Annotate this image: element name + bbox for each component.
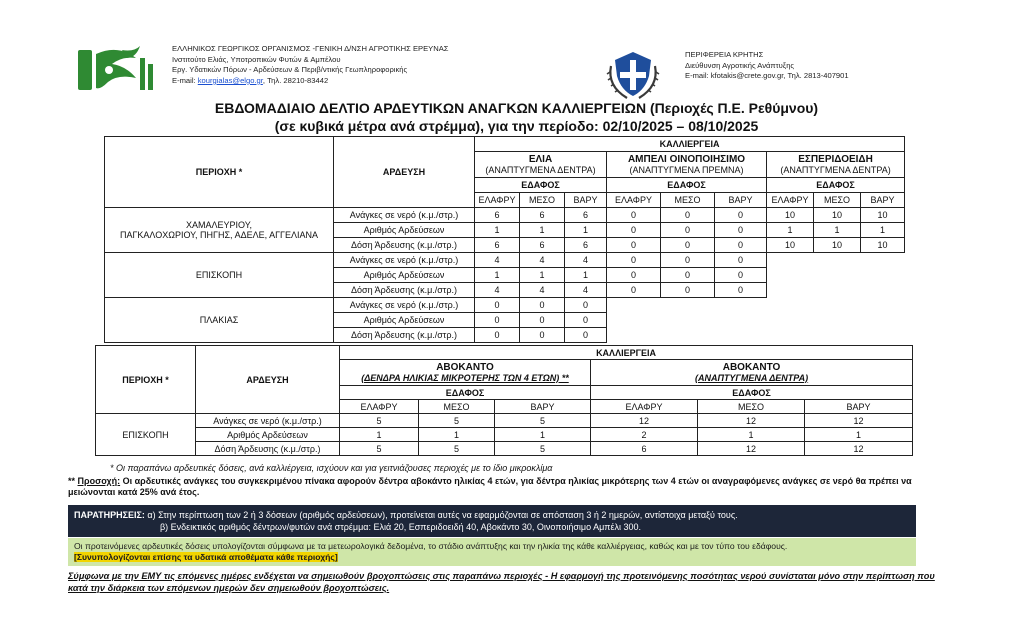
col-header-irrigation: ΑΡΔΕΥΣΗ [196, 346, 340, 414]
value-cell: 12 [805, 442, 913, 456]
value-cell: 5 [340, 442, 419, 456]
value-cell: 5 [419, 442, 495, 456]
row-label-irrigation-count: Αριθμός Αρδεύσεων [334, 313, 475, 328]
row-label-irrigation-count: Αριθμός Αρδεύσεων [196, 428, 340, 442]
value-cell: 0 [475, 298, 520, 313]
value-cell: 4 [565, 283, 607, 298]
col-header-area: ΠΕΡΙΟΧΗ * [96, 346, 196, 414]
value-cell: 1 [805, 428, 913, 442]
row-label-irrigation-dose: Δόση Άρδευσης (κ.μ./στρ.) [334, 283, 475, 298]
value-cell: 0 [715, 253, 767, 268]
row-label-irrigation-dose: Δόση Άρδευσης (κ.μ./στρ.) [334, 328, 475, 343]
value-cell: 10 [861, 208, 905, 223]
value-cell: 10 [861, 238, 905, 253]
value-cell: 1 [767, 223, 814, 238]
value-cell: 10 [767, 238, 814, 253]
value-cell: 0 [607, 208, 661, 223]
soil-medium: ΜΕΣΟ [698, 400, 805, 414]
value-cell: 1 [814, 223, 861, 238]
irrigation-table-main [104, 136, 905, 343]
value-cell: 1 [861, 223, 905, 238]
value-cell: 0 [661, 208, 715, 223]
value-cell: 1 [565, 223, 607, 238]
region-line: ΠΕΡΙΦΕΡΕΙΑ ΚΡΗΤΗΣ [685, 50, 764, 59]
value-cell: 0 [520, 313, 565, 328]
value-cell: 0 [475, 328, 520, 343]
header-right [605, 46, 849, 102]
value-cell: 0 [661, 238, 715, 253]
crop-header-citrus: ΕΣΠΕΡΙΔΟΕΙΔΗ (ΑΝΑΠΤΥΓΜΕΝΑ ΔΕΝΤΡΑ) [767, 152, 905, 178]
observations-box [68, 505, 916, 537]
value-cell: 1 [495, 428, 591, 442]
crops-header: ΚΑΛΛΙΕΡΓΕΙΑ [475, 137, 905, 152]
area-name: ΧΑΜΑΛΕΥΡΙΟΥ, ΠΑΓΚΑΛΟΧΩΡΙΟΥ, ΠΗΓΗΣ, ΑΔΕΛΕ, ΑΓΓΕΛΙΑΝΑ [105, 208, 334, 253]
value-cell: 1 [520, 223, 565, 238]
methodology-text: Οι προτεινόμενες αρδευτικές δόσεις υπολογίζονται σύμφωνα με τα μετεωρολογικά δεδομένα, το στάδιο ανάπτυξης και την ηλικία της κάθε καλλιέργειας, καθώς και με τον τύπο του εδάφους. [74, 541, 788, 551]
page-subtitle: (σε κυβικά μέτρα ανά στρέμμα), για την περίοδο: 02/10/2025 – 08/10/2025 [274, 118, 759, 134]
value-cell: 0 [661, 223, 715, 238]
footnote-avocado-warning: ** Προσοχή: Οι αρδευτικές ανάγκες του συγκεκριμένου πίνακα αφορούν δέντρα αβοκάντο ηλικίας 4 ετών, για δέντρα ηλικίας μικρότερης των 4 ετών οι αναγραφόμενες ανάγκες σε νερό θα πρέπει να μειώνονται κατά 25% ανά έτος. [68, 476, 912, 497]
crop-header-olive: ΕΛΙΑ (ΑΝΑΠΤΥΓΜΕΝΑ ΔΕΝΤΡΑ) [475, 152, 607, 178]
soil-heavy: ΒΑΡΥ [715, 193, 767, 208]
value-cell: 0 [715, 283, 767, 298]
crop-header-avocado-mature: ΑΒΟΚΑΝΤΟ (ΑΝΑΠΤΥΓΜΕΝΑ ΔΕΝΤΡΑ) [591, 360, 913, 386]
directorate-line: Διεύθυνση Αγροτικής Ανάπτυξης [685, 60, 795, 70]
value-cell: 6 [565, 208, 607, 223]
soil-light: ΕΛΑΦΡΥ [767, 193, 814, 208]
header-left [78, 44, 448, 96]
value-cell: 0 [565, 298, 607, 313]
soil-header: ΕΔΑΦΟΣ [475, 178, 607, 193]
footnote-neighbouring-areas: * Οι παραπάνω αρδευτικές δόσεις, ανά καλλιέργεια, ισχύουν και για γειτνιάζουσες περιοχές με το ίδιο μικροκλίμα [110, 463, 553, 473]
soil-light: ΕΛΑΦΡΥ [607, 193, 661, 208]
value-cell: 5 [419, 414, 495, 428]
value-cell: 6 [475, 238, 520, 253]
soil-heavy: ΒΑΡΥ [565, 193, 607, 208]
value-cell: 12 [698, 442, 805, 456]
institute-info [172, 44, 448, 86]
row-label-irrigation-dose: Δόση Άρδευσης (κ.μ./στρ.) [334, 238, 475, 253]
row-label-water-needs: Ανάγκες σε νερό (κ.μ./στρ.) [334, 208, 475, 223]
value-cell: 0 [607, 268, 661, 283]
row-label-water-needs: Ανάγκες σε νερό (κ.μ./στρ.) [196, 414, 340, 428]
value-cell: 0 [520, 298, 565, 313]
row-label-irrigation-count: Αριθμός Αρδεύσεων [334, 268, 475, 283]
soil-heavy: ΒΑΡΥ [805, 400, 913, 414]
region-info [685, 46, 849, 82]
value-cell: 4 [475, 283, 520, 298]
value-cell: 1 [698, 428, 805, 442]
value-cell: 6 [520, 238, 565, 253]
elgo-logo [78, 44, 158, 96]
row-label-water-needs: Ανάγκες σε νερό (κ.μ./στρ.) [334, 253, 475, 268]
page-title: ΕΒΔΟΜΑΔΙΑΙΟ ΔΕΛΤΙΟ ΑΡΔΕΥΤΙΚΩΝ ΑΝΑΓΚΩΝ ΚΑΛΛΙΕΡΓΕΙΩΝ (Περιοχές Π.Ε. Ρεθύμνου) [214, 100, 819, 116]
observation-a: α) Στην περίπτωση των 2 ή 3 δόσεων (αριθμός αρδεύσεων), προτείνεται αυτές να εφαρμόζονται σε απόσταση 3 ή 2 ημερών, αντίστοιχα μεταξύ τους. [144, 510, 738, 520]
region-contact-line: E-mail: kfotakis@crete.gov.gr, Τηλ. 2813-407901 [685, 71, 849, 81]
col-header-area: ΠΕΡΙΟΧΗ * [105, 137, 334, 208]
value-cell: 0 [607, 238, 661, 253]
value-cell: 0 [715, 238, 767, 253]
observation-b: β) Ενδεικτικός αριθμός δέντρων/φυτών ανά στρέμμα: Ελιά 20, Εσπεριδοειδή 40, Αβοκάντο 30, Οινοποιήσιμο Αμπέλι 300. [160, 522, 642, 532]
value-cell: 0 [520, 328, 565, 343]
value-cell: 5 [340, 414, 419, 428]
crop-header-avocado-young: ΑΒΟΚΑΝΤΟ (ΔΕΝΔΡΑ ΗΛΙΚΙΑΣ ΜΙΚΡΟΤΕΡΗΣ ΤΩΝ 4 ΕΤΩΝ) ** [340, 360, 591, 386]
value-cell: 0 [661, 283, 715, 298]
water-reserves-highlight: [Συνυπολογίζονται επίσης τα υδατικά αποθέματα κάθε περιοχής] [74, 552, 338, 562]
soil-heavy: ΒΑΡΥ [495, 400, 591, 414]
value-cell: 0 [715, 223, 767, 238]
greek-emblem-icon [605, 46, 661, 102]
value-cell: 12 [591, 414, 698, 428]
value-cell: 1 [565, 268, 607, 283]
area-name: ΕΠΙΣΚΟΠΗ [105, 253, 334, 298]
area-name: ΕΠΙΣΚΟΠΗ [96, 414, 196, 456]
methodology-note [68, 538, 916, 566]
soil-medium: ΜΕΣΟ [814, 193, 861, 208]
soil-header: ΕΔΑΦΟΣ [607, 178, 767, 193]
value-cell: 0 [715, 268, 767, 283]
value-cell: 5 [495, 414, 591, 428]
value-cell: 12 [698, 414, 805, 428]
observations-label: ΠΑΡΑΤΗΡΗΣΕΙΣ: [74, 510, 145, 520]
contact-line: E-mail: kourgialas@elgo.gr, Τηλ. 28210-83442 [172, 75, 329, 85]
soil-medium: ΜΕΣΟ [661, 193, 715, 208]
soil-light: ΕΛΑΦΡΥ [591, 400, 698, 414]
value-cell: 0 [661, 253, 715, 268]
email-link[interactable]: kourgialas@elgo.gr [197, 75, 263, 85]
value-cell: 0 [715, 208, 767, 223]
value-cell: 0 [607, 283, 661, 298]
soil-medium: ΜΕΣΟ [520, 193, 565, 208]
row-label-irrigation-dose: Δόση Άρδευσης (κ.μ./στρ.) [196, 442, 340, 456]
value-cell: 1 [419, 428, 495, 442]
value-cell: 12 [805, 414, 913, 428]
value-cell: 4 [520, 253, 565, 268]
rain-forecast-note: Σύμφωνα με την ΕΜΥ τις επόμενες ημέρες ενδέχεται να σημειωθούν βροχοπτώσεις στις παραπάνω περιοχές - Η εφαρμογή της προτεινόμενης ποσότητας νερού συνίσταται μόνο στην περίπτωση που κατά την διάρκεια των επόμενων ημερών δεν σημειωθούν βροχοπτώσεις. [68, 571, 935, 593]
col-header-irrigation: ΑΡΔΕΥΣΗ [334, 137, 475, 208]
row-label-irrigation-count: Αριθμός Αρδεύσεων [334, 223, 475, 238]
soil-header: ΕΔΑΦΟΣ [767, 178, 905, 193]
org-line: ΕΛΛΗΝΙΚΟΣ ΓΕΩΡΓΙΚΟΣ ΟΡΓΑΝΙΣΜΟΣ -ΓΕΝΙΚΗ Δ/ΝΣΗ ΑΓΡΟΤΙΚΗΣ ΕΡΕΥΝΑΣ [172, 44, 449, 53]
value-cell: 0 [607, 223, 661, 238]
value-cell: 0 [565, 328, 607, 343]
value-cell: 1 [475, 268, 520, 283]
value-cell: 4 [520, 283, 565, 298]
value-cell: 0 [607, 253, 661, 268]
soil-heavy: ΒΑΡΥ [861, 193, 905, 208]
crops-header: ΚΑΛΛΙΕΡΓΕΙΑ [340, 346, 913, 360]
soil-header: ΕΔΑΦΟΣ [340, 386, 591, 400]
value-cell: 0 [661, 268, 715, 283]
value-cell: 1 [520, 268, 565, 283]
institute-line: Ινστιτούτο Ελιάς, Υποτροπικών Φυτών & Αμπέλου [172, 54, 341, 64]
value-cell: 1 [475, 223, 520, 238]
value-cell: 6 [475, 208, 520, 223]
area-name: ΠΛΑΚΙΑΣ [105, 298, 334, 343]
lab-line: Εργ. Υδατικών Πόρων - Αρδεύσεων & Περιβ/ντικής Γεωπληροφορικής [172, 65, 408, 75]
irrigation-table-avocado [95, 345, 913, 456]
value-cell: 4 [565, 253, 607, 268]
soil-medium: ΜΕΣΟ [419, 400, 495, 414]
value-cell: 10 [814, 238, 861, 253]
soil-header: ΕΔΑΦΟΣ [591, 386, 913, 400]
crop-header-vine: ΑΜΠΕΛΙ ΟΙΝΟΠΟΙΗΣΙΜΟ (ΑΝΑΠΤΥΓΜΕΝΑ ΠΡΕΜΝΑ) [607, 152, 767, 178]
row-label-water-needs: Ανάγκες σε νερό (κ.μ./στρ.) [334, 298, 475, 313]
value-cell: 10 [814, 208, 861, 223]
value-cell: 0 [565, 313, 607, 328]
value-cell: 0 [475, 313, 520, 328]
value-cell: 5 [495, 442, 591, 456]
value-cell: 1 [340, 428, 419, 442]
value-cell: 6 [591, 442, 698, 456]
soil-light: ΕΛΑΦΡΥ [340, 400, 419, 414]
value-cell: 6 [520, 208, 565, 223]
value-cell: 10 [767, 208, 814, 223]
value-cell: 2 [591, 428, 698, 442]
value-cell: 6 [565, 238, 607, 253]
soil-light: ΕΛΑΦΡΥ [475, 193, 520, 208]
value-cell: 4 [475, 253, 520, 268]
